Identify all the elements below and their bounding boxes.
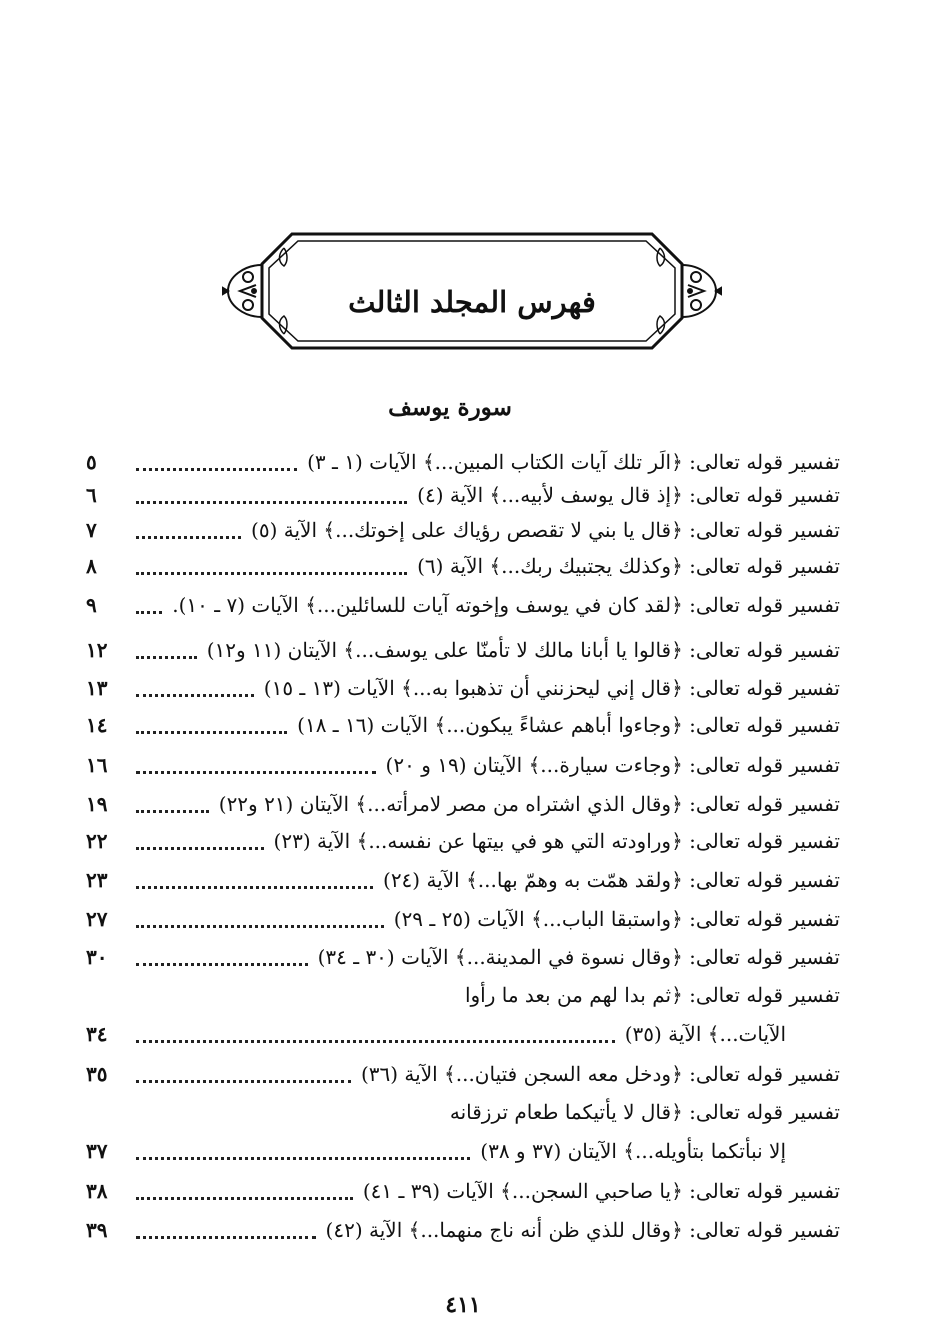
leader-dots [136,487,407,504]
surah-heading: سورة يوسف [388,394,512,421]
leader-dots [136,642,197,659]
entry-page: ٢٣ [86,868,108,892]
toc-entry[interactable] [86,707,840,743]
toc-entry[interactable] [86,1094,840,1130]
entry-page: ٢٢ [86,829,108,853]
toc-entry[interactable] [86,1212,840,1248]
toc-entry[interactable] [86,1056,840,1092]
entry-page: ١٩ [86,792,108,816]
entry-text: تفسير قوله تعالى: ﴿إذ قال يوسف لأبيه...﴾ الآية (٤) [417,483,840,507]
entry-text: تفسير قوله تعالى: ﴿يا صاحبي السجن...﴾ الآيات (٣٩ ـ ٤١) [362,1179,840,1203]
toc-entry[interactable] [86,548,840,584]
entry-page: ٦ [86,483,97,507]
entry-text: إلا نبأتكما بتأويله...﴾ الآيتان (٣٧ و ٣٨) [480,1139,786,1163]
leader-dots [136,911,384,928]
leader-dots [136,717,287,734]
leader-dots [136,796,209,813]
entry-page: ٣٠ [86,945,108,969]
leader-dots [136,680,254,697]
entry-page: ١٣ [86,676,108,700]
entry-page: ١٢ [86,638,108,662]
toc-entry[interactable] [86,1173,840,1209]
entry-text: تفسير قوله تعالى: ﴿وقال الذي اشتراه من مصر لامرأته...﴾ الآيتان (٢١ و٢٢) [218,792,840,816]
leader-dots [136,1183,353,1200]
toc-entry[interactable] [86,747,840,783]
toc-entry[interactable] [86,823,840,859]
toc-entry-continuation[interactable] [86,1133,786,1169]
entry-text: تفسير قوله تعالى: ﴿وجاءت سيارة...﴾ الآيتان (١٩ و ٢٠) [385,753,840,777]
entry-text: تفسير قوله تعالى: ﴿ولقد همّت به وهمّ بها...﴾ الآية (٢٤) [383,868,840,892]
entry-text: الآيات...﴾ الآية (٣٥) [624,1022,786,1046]
toc-entry-continuation[interactable] [86,1016,786,1052]
toc-entry[interactable] [86,444,840,480]
entry-page: ٣٤ [86,1022,108,1046]
entry-page: ٣٩ [86,1218,108,1242]
entry-text: تفسير قوله تعالى: ﴿قال لا يأتيكما طعام ترزقانه [449,1100,840,1124]
toc-entry[interactable] [86,632,840,668]
entry-page: ٢٧ [86,907,108,931]
leader-dots [136,1026,615,1043]
toc-entry[interactable] [86,512,840,548]
entry-page: ١٤ [86,713,108,737]
leader-dots [136,833,264,850]
entry-page: ٥ [86,450,97,474]
toc-entry[interactable] [86,977,840,1013]
entry-text: تفسير قوله تعالى: ﴿وقال نسوة في المدينة...﴾ الآيات (٣٠ ـ ٣٤) [317,945,840,969]
entry-text: تفسير قوله تعالى: ﴿قال يا بني لا تقصص رؤياك على إخوتك...﴾ الآية (٥) [251,518,840,542]
entry-text: تفسير قوله تعالى: ﴿الَر تلك آيات الكتاب المبين...﴾ الآيات (١ ـ ٣) [307,450,840,474]
toc-entry[interactable] [86,939,840,975]
entry-text: تفسير قوله تعالى: ﴿ثم بدا لهم من بعد ما رأوا [464,983,840,1007]
leader-dots [136,522,241,539]
entry-text: تفسير قوله تعالى: ﴿وكذلك يجتبيك ربك...﴾ الآية (٦) [417,554,840,578]
toc-entry[interactable] [86,862,840,898]
entry-text: تفسير قوله تعالى: ﴿قال إني ليحزنني أن تذهبوا به...﴾ الآيات (١٣ ـ ١٥) [263,676,840,700]
toc-entry[interactable] [86,587,840,623]
index-title: فهرس المجلد الثالث [348,285,596,319]
entry-page: ٨ [86,554,97,578]
entry-page: ٣٨ [86,1179,108,1203]
entry-text: تفسير قوله تعالى: ﴿واستبقا الباب...﴾ الآيات (٢٥ ـ ٢٩) [393,907,840,931]
entry-text: تفسير قوله تعالى: ﴿ودخل معه السجن فتيان...﴾ الآية (٣٦) [360,1062,840,1086]
toc-entry[interactable] [86,901,840,937]
entry-text: تفسير قوله تعالى: ﴿وقال للذي ظن أنه ناج منهما...﴾ الآية (٤٢) [325,1218,840,1242]
entry-text: تفسير قوله تعالى: ﴿لقد كان في يوسف وإخوته آيات للسائلين...﴾ الآيات (٧ ـ ١٠). [172,593,840,617]
entry-page: ٧ [86,518,97,542]
page-number: ٤١١ [445,1292,481,1318]
entry-page: ٩ [86,593,97,617]
entry-page: ٣٥ [86,1062,108,1086]
leader-dots [136,872,373,889]
leader-dots [136,597,162,614]
leader-dots [136,558,407,575]
leader-dots [136,949,308,966]
entry-text: تفسير قوله تعالى: ﴿وراودته التي هو في بيتها عن نفسه...﴾ الآية (٢٣) [273,829,840,853]
leader-dots [136,1143,470,1160]
leader-dots [136,1066,351,1083]
toc-entry[interactable] [86,786,840,822]
toc-entry[interactable] [86,477,840,513]
entry-page: ٣٧ [86,1139,108,1163]
leader-dots [136,757,376,774]
entry-text: تفسير قوله تعالى: ﴿قالوا يا أبانا مالك لا تأمنّا على يوسف...﴾ الآيتان (١١ و١٢) [206,638,840,662]
leader-dots [136,454,297,471]
entry-text: تفسير قوله تعالى: ﴿وجاءوا أباهم عشاءً يبكون...﴾ الآيات (١٦ ـ ١٨) [297,713,840,737]
leader-dots [136,1222,316,1239]
toc-entry[interactable] [86,670,840,706]
entry-page: ١٦ [86,753,108,777]
